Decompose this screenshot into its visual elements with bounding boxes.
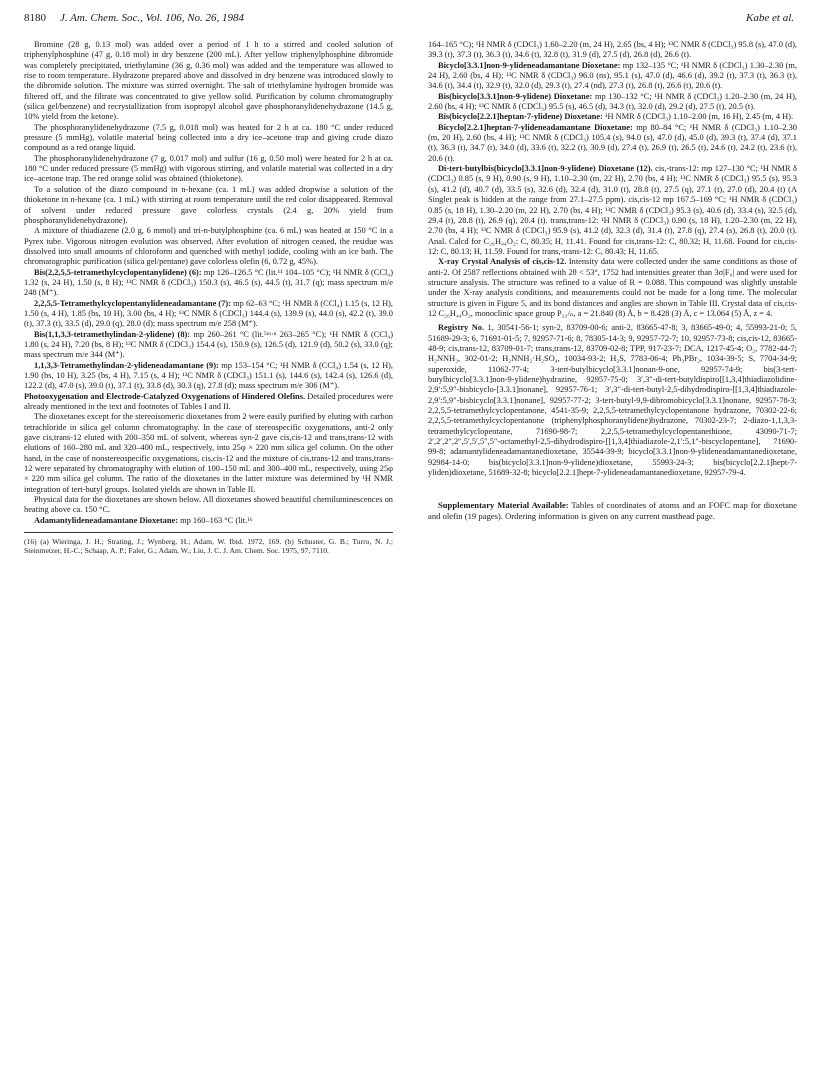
compound-entry: [24, 299, 393, 330]
compound-name: Bicyclo[3.3.1]non-9-ylideneadamantane Dioxetane:: [438, 60, 621, 70]
compound-name: Bicyclo[2.2.1]heptan-7-ylideneadamantane Dioxetane:: [438, 122, 633, 132]
paragraph: The phosphoranylidenehydrazone (7.5 g, 0.018 mol) was heated for 2 h at ca. 180 °C under reduced pressure (5 mmHg), volatile material being collected into a dry ice–acetone trap and giving crude diazo compound as a red orange liquid.: [24, 122, 393, 153]
section-text: Intensity data were collected under the same conditions as those of anti-2. Of 2587 reflections obtained with 2θ < 53°, 1752 had intensities greater than 3σ|F₀| and were used for structure analysis. The structure was refined to a value of R = 0.088. This compound was slightly unstable under the X-ray analysis conditions, and measurements could not be made for a long time. The molecular structure is given in Figure 5, and its bond distances and angles are shown in Table III. Crystal data of cis,cis-12 C₂₆H₄₄O₂, monoclinic space group P₂₁/ₙ, a = 21.840 (8) Å, b = 8.428 (3) Å, c = 13.064 (5) Å, z = 4.: [428, 257, 797, 318]
page-header: [24, 12, 794, 28]
compound-name: 2,2,5,5-Tetramethylcyclopentanylideneadamantane (7):: [34, 298, 231, 308]
section-text: Detailed procedures were already mentioned in the text and footnotes of Tables I and II.: [24, 391, 393, 412]
compound-entry: [24, 361, 393, 392]
section-paragraph: [428, 257, 797, 319]
compound-entry: [428, 92, 797, 113]
compound-entry: [428, 112, 797, 122]
registry-paragraph: [428, 323, 797, 478]
compound-data: mp 126–126.5 °C (lit.¹¹ 104–105 °C); ¹H NMR δ (CCl₄) 1.32 (s, 24 H), 1.50 (s, 8 H); ¹³C NMR δ (CDCl₃) 150.3 (s), 46.5 (s), 44.5 (t), 31.7 (q); mass spectrum m/e 248 (M⁺).: [24, 267, 394, 298]
compound-name: Bis(1,1,3,3-tetramethylindan-2-ylidene) (8):: [34, 329, 191, 339]
section-heading: Photooxygenation and Electrode-Catalyzed Oxygenations of Hindered Olefins.: [24, 391, 306, 401]
compound-entry: [428, 61, 797, 92]
supplementary-text: Tables of coordinates of atoms and an FOFC map for dioxetane and olefin (19 pages). Ordering information is given on any current masthead page.: [428, 500, 798, 522]
reference-item: (16) (a) Wieringa, J. H.; Strating, J.; Wynberg, H.; Adam, W. Ibid. 1972, 169. (b) Schuster, G. B.; Turro, N. J.; Steinmetzer, H.-C.; Schaap, A. P.; Faler, G.; Adam, W.; Liu, J. C. J. Am. Chem. Soc. 1975, 97, 7110.: [24, 537, 393, 556]
paragraph: The phosphoranylidenehydrazone (7 g, 0.017 mol) and sulfur (16 g, 0.50 mol) were heated for 2 h at ca. 180 °C under reduced pressure (5 mmHg) with vigorous stirring, and volatile material was collected in a dry ice–acetone trap. The red orange solid was obtained (thioketone).: [24, 153, 393, 184]
compound-data: cis,-trans-12: mp 127–130 °C; ¹H NMR δ (CDCl₃) 0.85 (s, 9 H), 0.90 (s, 9 H), 1.10–2.30 (m, 22 H), 2.70 (bs, 4 H); ¹³C NMR δ (CDCl₃) 95.5 (s), 95.3 (s), 41.2 (d), 40.7 (d), 33.5 (s), 32.6 (d), 32.4 (d), 31.0 (t), 28.8 (t), 27.5 (q), 27.1 (t), 27.0 (d), 20.4 (t) (A Singlet peak is hidden at the range from 27.1–27.5 ppm). cis,cis-12 mp 167.5–169 °C; ¹H NMR δ (CDCl₃) 0.85 (s, 18 H), 1.30–2.20 (m, 22 H), 2.70 (bs, 4 H); ¹³C NMR δ (CDCl₃) 95.3 (s), 40.6 (d), 33.4 (s), 32.5 (d), 29.4 (t), 28.8 (t), 26.9 (q), 20.4 (t). trans,trans-12: ¹H NMR δ (CDCl₃) 0.90 (s, 18 H), 1.20–2.30 (m, 22 H), 2.70 (bs, 4 H); ¹³C NMR δ (CDCl₃) 95.9 (s), 41.2 (d), 32.3 (d), 31.4 (t), 27.8 (q), 27.4 (s), 26.8 (t), 20.0 (t). Anal. Calcd for C₂₆H₄₄O₂: C, 80.35; H, 11.41. Found for cis,trans-12: C, 80.32; H, 11.68. Found for cis,cis-12: C, 80.13; H, 11.59. Found for trans,-trans-12: C, 80.43; H, 11.65.: [428, 164, 797, 256]
compound-name: Bis(2,2,5,5-tetramethylcyclopentanylidene) (6):: [34, 267, 202, 277]
compound-entry: [428, 164, 797, 257]
running-authors: Kabe et al.: [746, 12, 794, 24]
compound-data: mp 153–154 °C; ¹H NMR δ (CCl₄) 1.54 (s, 12 H), 1.90 (bs, 10 H), 3.25 (bs, 4 H), 7.15 (s, 4 H); ¹³C NMR δ (CDCl₃) 151.1 (s), 144.6 (s), 142.4 (s), 126.6 (d), 122.2 (d), 47.0 (s), 39.0 (t), 37.1 (t), 33.8 (d), 30.3 (q), 27.8 (d); mass spectrum m/e 306 (M⁺).: [24, 360, 394, 391]
supplementary-block: [428, 500, 797, 521]
registry-text: 1, 30541-56-1; syn-2, 83709-00-6; anti-2, 83665-47-8; 3, 83665-49-0; 4, 55993-21-0; 5, 51689-29-3; 6, 71691-01-5; 7, 92957-71-6; 8, 78305-14-3; 9, 92957-72-7; 10, 92957-73-8; cis,cis-12, 83665-48-9; cis,trans-12, 83709-01-7; trans,trans-12, 83709-02-8; TPP, 917-23-7; DCA, 1217-45-4; O₂, 7782-44-7; H₂NNH₂, 302-01-2; H₂NNH₂·H₂SO₄, 10034-93-2; H₂S, 7783-06-4; Ph₃PBr₂, 1034-39-5; S, 7704-34-9; superoxide, 11062-77-4; 3-tert-butylbicyclo[3.3.1]nonan-9-one, 92957-74-9; bis(3-tert-butylbicyclo[3.3.1]non-9-ylidene)hydrazine, 92957-75-0; 3′,3″-di-tert-butyldispiro[[1,3,4]thiadiazolidine-2,9′:5,9″-bisbicyclo-[3.3.1]nonane], 92957-76-1; 3′,3″-di-tert-butyl-2,5-dihydrodispiro-[[1,3,4]thiadiazole-2,9′:5,9″-bisbicyclo[3.3.1]nonane], 92957-77-2; 3-tert-butyl-9,9-dibromobicyclo[3.3.1]nonane, 92957-78-3; 2,2,5,5-tetramethylcyclopentanone, 4541-35-9; 2,2,5,5-tetramethylcyclopentanone hydrazone, 70302-22-6; 2,2,5,5-tetramethylcyclopentanone (triphenylphosphoranylidene)hydrazone, 70302-23-7; 2-diazo-1,1,3,3-tetramethylcyclopentane, 71690-98-7; 2,2,5,5-tetramethylcyclopentanethione, 43090-71-7; 2′,2′,2″,2″,5′,5′,5″,5″-octamethyl-2,5-dihydrodispiro-[[1,3,4]thiadiazole-2,1′:5,1″-biscyclopentane], 71690-99-8; adamantylideneadamantanedioxetane, 35544-39-9; bicyclo[3.3.1]non-9-ylideneadamantanedioxetane, 92984-14-0; bis(bicyclo[3.3.1]non-9-ylidene)dioxetane, 55993-24-3; bis(bicyclo[2.2.1]hept-7-yliden)dioxetane, 51689-32-8; bicyclo[2.2.1]hept-7-ylideneadamantanedioxetane, 92957-79-4.: [428, 323, 798, 478]
compound-data: ¹H NMR δ (CDCl₃) 1.10–2.00 (m, 16 H), 2.45 (m, 4 H).: [602, 112, 794, 122]
footnote-divider: [24, 532, 393, 533]
compound-entry: [428, 123, 797, 164]
compound-name: Adamantylideneadamantane Dioxetane:: [34, 515, 179, 525]
compound-data: mp 80–84 °C; ¹H NMR δ (CDCl₃) 1.10–2.30 (m, 20 H), 2.60 (bs, 4 H); ¹³C NMR δ (CDCl₃) 105.4 (s), 94.0 (s), 47.0 (d), 45.0 (d), 39.3 (t), 37.4 (d), 37.1 (t), 36.3 (t), 34.7 (t), 34.0 (d), 33.6 (t), 32.2 (t), 30.9 (d), 27.4 (t), 26.9 (t), 26.5 (t), 24.6 (t), 24.2 (t), 23.6 (t), 20.6 (t).: [428, 122, 797, 163]
references: [24, 537, 393, 556]
compound-entry: [24, 268, 393, 299]
compound-entry: [24, 516, 393, 526]
supplementary-heading: Supplementary Material Available:: [438, 500, 569, 511]
compound-name: Di-tert-butylbis(bicyclo[3.3.1]non-9-ylidene) Dioxetane (12).: [438, 164, 653, 174]
compound-data: mp 130–132 °C; ¹H NMR δ (CDCl₃) 1.20–2.30 (m, 24 H), 2.60 (bs, 4 H); ¹³C NMR δ (CDCl₃) 95.5 (s), 46.5 (d), 34.3 (t), 32.0 (d), 29.2 (d), 27.5 (t), 20.5 (t).: [428, 91, 797, 112]
section-paragraph: [24, 392, 393, 413]
paragraph: The dioxetanes except for the stereoisomeric dioxetanes from 2 were easily purified by eluting with carbon tetrachloride in silica gel column chromatography. In the case of stereospecific oxygenations, anti-2 only gave cis,trans-12 eluted with 200–350 mL of solvent, whereas syn-2 gave cis,cis-12 and trans,trans-12 with elutions of 160–280 mL and 320–400 mL, respectively, into 25φ × 220 mm silica gel column. On the other hand, in the case of nonstereospecific oxygenations, cis,cis-12 and the mixture of cis,trans-12 and trans,trans-12 were separated by chromatography with elution of 100–150 mL and 300–400 mL, respectively, using 25φ × 220 mm silica gel column. The ratio of the dioxetanes in the latter mixture was determined by ¹H NMR integration of tert-butyl groups. Isolated yields are shown in Table II.: [24, 412, 393, 494]
page-number: 8180: [24, 12, 46, 24]
compound-data: mp 132–135 °C; ¹H NMR δ (CDCl₃) 1.30–2.30 (m, 24 H), 2.60 (bs, 4 H); ¹³C NMR δ (CDCl₃) 96.0 (ns), 95.1 (s), 47.0 (d), 46.6 (d), 39.2 (t), 37.3 (t), 36.3 (t), 34.6 (t), 34.4 (t), 32.9 (t), 32.0 (d), 29.3 (t), 27.4 (nd), 27.3 (t), 26.8 (t), 26.6 (t), 20.6 (t).: [428, 60, 797, 91]
compound-data: mp 160–163 °C (lit.¹⁶: [178, 515, 253, 525]
right-column: [428, 40, 797, 522]
left-column: [24, 40, 393, 556]
compound-data: mp 260–261 °C (lit.⁵ᵐ·ⁿ 263–265 °C); ¹H NMR δ (CCl₄) 1.80 (s, 24 H), 7.20 (bs, 8 H); ¹³C NMR δ (CDCl₃) 154.4 (s), 150.9 (s), 126.5 (d), 121.9 (d), 50.2 (s), 33.0 (q); mass spectrum m/e 344 (M⁺).: [24, 329, 393, 360]
supplementary-paragraph: [428, 500, 797, 521]
paragraph: To a solution of the diazo compound in n-hexane (ca. 1 mL) was added dropwise a solution of the thioketone in n-hexane (ca. 1 mL) with stirring at room temperature until the red color disappeared. Removal of solvent under reduced pressure gave colorless crystals (2.4 g, 20% yield from phosphoranylidenehydrazone).: [24, 184, 393, 225]
compound-name: Bis(bicyclo[3.3.1]non-9-ylidene) Dioxetane:: [438, 91, 593, 101]
paragraph: Bromine (28 g, 0.13 mol) was added over a period of 1 h to a stirred and cooled solution of triphenylphosphine (47 g, 0.18 mol) in dry benzene (200 mL). After yellow triphenylphosphine dibromide was completely precipitated, triethylamine (36 g, 0.36 mol) was added and the temperature was allowed to rise to room temperature. Hydrazone prepared above and dissolved in dry benzene was introduced slowly to the dibromide solution. The mixture was stirred overnight. The salt of triethylamine hydrogen bromide was filtered off, and the filtrate was concentrated to give yellow solid. Purification by column chromatography (silica gel/benzene) and recrystallization from isopropyl alcohol gave phosphoranylidenehydrazone (14.5 g, 10% yield from the ketone).: [24, 40, 393, 122]
paragraph: 164–165 °C); ¹H NMR δ (CDCl₃) 1.60–2.20 (m, 24 H), 2.65 (bs, 4 H); ¹³C NMR δ (CDCl₃) 95.8 (s), 47.0 (d), 39.3 (t), 37.3 (t), 36.3 (t), 34.6 (t), 32.8 (t), 31.9 (d), 27.5 (d), 26.8 (d), 26.6 (t).: [428, 40, 797, 60]
compound-data: mp 62–63 °C; ¹H NMR δ (CCl₄) 1.15 (s, 12 H), 1.50 (s, 4 H), 1.85 (bs, 10 H), 3.00 (bs, 4 H); ¹³C NMR δ (CDCl₃) 144.4 (s), 139.9 (s), 44.0 (s), 42.2 (t), 39.0 (t), 37.3 (t), 33.5 (d), 29.0 (q), 28.0 (d); mass spectrum m/e 258 (M⁺).: [24, 298, 394, 329]
paragraph: A mixture of thiadiazene (2.0 g, 6 mmol) and tri-n-butylphosphine (ca. 6 mL) was heated at 150 °C in a Pyrex tube. Vigorous nitrogen evolution was observed. After evolution of nitrogen ceased, the residue was dissolved into small amounts of chloroform and quenched with methyl iodide, cooling with an ice bath. The chromatographic purification (silica gel/pentane) gave colorless olefin (6, 0.72 g, 45%).: [24, 226, 393, 267]
registry-heading: Registry No.: [438, 323, 485, 333]
compound-name: Bis(bicyclo[2.2.1]heptan-7-ylidene) Dioxetane:: [438, 112, 603, 122]
paragraph: Physical data for the dioxetanes are shown below. All dioxetanes showed beautiful chemiluminescences on heating above ca. 150 °C.: [24, 495, 393, 515]
journal-citation: J. Am. Chem. Soc., Vol. 106, No. 26, 1984: [60, 12, 245, 24]
section-heading: X-ray Crystal Analysis of cis,cis-12.: [438, 257, 567, 267]
compound-name: 1,1,3,3-Tetramethylindan-2-ylideneadamantane (9):: [34, 360, 219, 370]
compound-entry: [24, 330, 393, 361]
